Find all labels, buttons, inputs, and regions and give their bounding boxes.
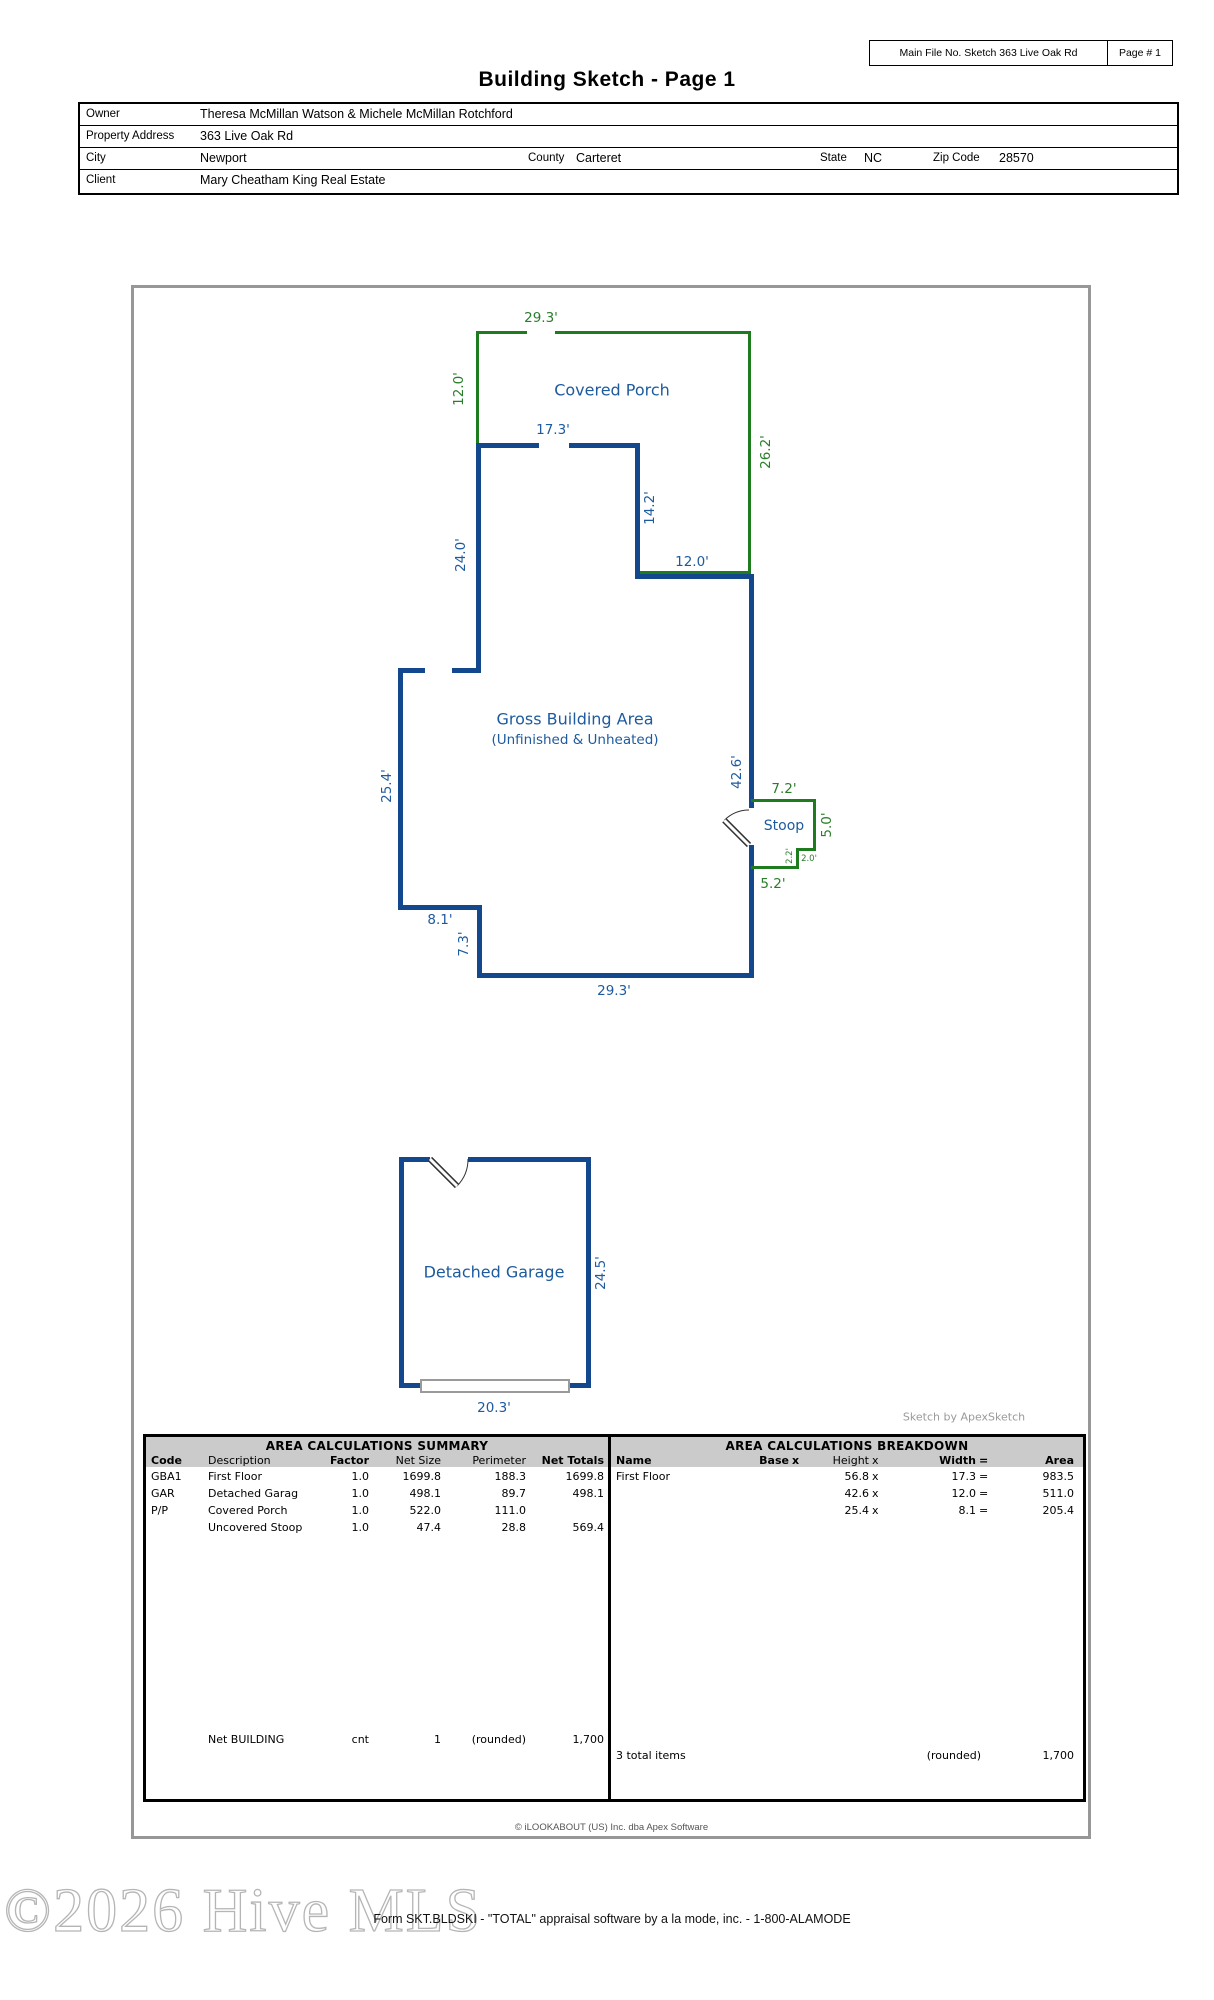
dim-stoop-right: 5.0' [819,812,835,838]
summary-total-cnt: 1 [434,1733,441,1746]
dim-porch-right: 26.2' [758,435,774,469]
summary-cell: Covered Porch [208,1504,288,1517]
porch-label: Covered Porch [554,380,670,400]
breakdown-col-area: Area [1045,1454,1074,1467]
garage-label: Detached Garage [423,1262,565,1282]
breakdown-col-eq: = [979,1454,989,1467]
garage-wall-left [399,1157,404,1388]
summary-cell: 1699.8 [402,1470,441,1483]
owner-row [80,104,1177,126]
city-value: Newport [200,151,247,165]
dim-porch-bottom: 12.0' [675,554,709,570]
summary-cell: 1699.8 [565,1470,604,1483]
building-wall-8-1 [398,905,482,910]
city-row [80,148,1177,170]
breakdown-col-base: Base [759,1454,789,1467]
dim-building-25-4: 25.4' [379,769,395,803]
summary-total-rounded: (rounded) [471,1733,526,1746]
summary-cell: 89.7 [501,1487,526,1500]
breakdown-total-value: 1,700 [1042,1749,1074,1762]
page-title: Building Sketch - Page 1 [478,68,736,91]
garage-door-swing-icon [425,1152,475,1202]
address-row [80,126,1177,148]
stoop-wall-top [751,799,816,802]
summary-col-description: Description [208,1454,271,1467]
breakdown-total-rounded: (rounded) [926,1749,981,1762]
area-calc-summary-table [146,1437,611,1799]
apexsketch-credit: Sketch by ApexSketch [902,1410,1026,1424]
building-wall-right-lower [749,845,754,978]
dim-building-14-2: 14.2' [642,491,658,525]
page-number: Page # 1 [1118,47,1162,59]
dim-building-7-3: 7.3' [456,931,472,957]
area-calc-breakdown-table [611,1437,1083,1799]
breakdown-cell: = [979,1470,989,1483]
address-label: Property Address [86,130,175,142]
summary-cell: 498.1 [409,1487,441,1500]
summary-cell: 47.4 [416,1521,441,1534]
main-file-number: Main File No. Sketch 363 Live Oak Rd [870,41,1108,65]
breakdown-cell: = [979,1487,989,1500]
dim-building-17-3: 17.3' [536,422,570,438]
garage-wall-right [586,1157,591,1388]
dim-building-24-0: 24.0' [453,538,469,572]
breakdown-cell: 8.1 [958,1504,976,1517]
summary-cell: 1.0 [351,1470,369,1483]
building-wall-left-upper [476,443,481,673]
breakdown-cell: 205.4 [1042,1504,1074,1517]
breakdown-cell: First Floor [616,1470,671,1483]
summary-col-code: Code [151,1454,182,1467]
client-value: Mary Cheatham King Real Estate [200,173,386,187]
porch-wall-right [748,331,751,577]
building-step-right-segment [452,668,481,673]
building-wall-7-3 [477,905,482,978]
breakdown-cell: 25.4 [844,1504,869,1517]
client-label: Client [86,174,116,186]
summary-cell: Detached Garag [208,1487,299,1500]
porch-wall-left [476,331,479,443]
garage-door [420,1379,570,1393]
breakdown-cell: 12.0 [951,1487,976,1500]
stoop-wall-bottom [751,866,799,869]
summary-cell: 1.0 [351,1487,369,1500]
owner-value: Theresa McMillan Watson & Michele McMillan Rotchford [200,107,513,121]
dim-porch-top: 29.3' [524,310,558,326]
building-wall-mid-horizontal [635,574,754,579]
city-label: City [86,152,106,164]
dim-stoop-top: 7.2' [771,781,797,797]
summary-col-factor: Factor [329,1454,369,1467]
county-value: Carteret [576,151,622,165]
dim-building-bottom: 29.3' [597,983,631,999]
dim-porch-left: 12.0' [451,372,467,406]
summary-cell: 1.0 [351,1521,369,1534]
file-number-box [869,40,1173,66]
dim-garage-right: 24.5' [593,1256,609,1290]
property-info-table [78,102,1179,195]
dim-building-8-1: 8.1' [427,912,453,928]
dim-building-42-6: 42.6' [729,755,745,789]
dim-stoop-notch-h: 2.0' [801,854,817,864]
breakdown-cell: = [979,1504,989,1517]
building-wall-inner-vertical [635,443,640,577]
building-wall-top-right [569,443,640,448]
breakdown-cell: x [872,1470,879,1483]
breakdown-col-name: Name [616,1454,652,1467]
building-wall-right-upper [749,574,754,808]
breakdown-cell: 511.0 [1042,1487,1074,1500]
breakdown-cell: 42.6 [844,1487,869,1500]
summary-total-cnt-label: cnt [351,1733,369,1746]
porch-wall-top-left [476,331,527,334]
dim-garage-bottom: 20.3' [477,1400,511,1416]
apex-copyright: © iLOOKABOUT (US) Inc. dba Apex Software [514,1822,709,1833]
county-label: County [528,152,565,164]
summary-cell: 569.4 [572,1521,604,1534]
client-row [80,170,1177,191]
zip-label: Zip Code [933,152,980,164]
breakdown-col-height: Height [832,1454,869,1467]
breakdown-cell: x [872,1487,879,1500]
area-calculations-box [143,1434,1086,1802]
building-label-line2: (Unfinished & Unheated) [491,732,659,748]
breakdown-cell: 56.8 [844,1470,869,1483]
building-wall-top-left [476,443,539,448]
stoop-notch-horizontal [796,848,816,851]
summary-cell: GBA1 [151,1470,182,1483]
zip-value: 28570 [999,151,1034,165]
stoop-label: Stoop [763,818,805,834]
stoop-door-swing-icon [700,793,754,851]
summary-total-label: Net BUILDING [208,1733,285,1746]
summary-cell: 111.0 [494,1504,526,1517]
breakdown-cell: 983.5 [1042,1470,1074,1483]
summary-title: AREA CALCULATIONS SUMMARY [265,1439,489,1453]
summary-cell: 188.3 [494,1470,526,1483]
summary-cell: First Floor [208,1470,263,1483]
stoop-wall-right [813,799,816,851]
breakdown-col-x1: x [792,1454,800,1467]
summary-cell: 28.8 [501,1521,526,1534]
summary-col-perimeter: Perimeter [472,1454,526,1467]
summary-col-nettotals: Net Totals [541,1454,604,1467]
building-wall-bottom [477,973,754,978]
summary-cell: 522.0 [409,1504,441,1517]
dim-stoop-bottom: 5.2' [760,876,786,892]
dim-stoop-notch-v: 2.2' [785,848,795,864]
breakdown-cell: 17.3 [951,1470,976,1483]
garage-wall-top-right [468,1157,591,1162]
state-label: State [820,152,847,164]
summary-cell: P/P [151,1504,168,1517]
porch-wall-top-right [555,331,751,334]
summary-cell: GAR [151,1487,175,1500]
breakdown-col-width: Width [939,1454,976,1467]
address-value: 363 Live Oak Rd [200,129,294,143]
building-label-line1: Gross Building Area [496,709,654,729]
state-value: NC [864,151,883,165]
summary-total-value: 1,700 [572,1733,604,1746]
summary-cell: 498.1 [572,1487,604,1500]
owner-label: Owner [86,108,120,120]
mls-watermark: ©2026 Hive MLS [4,1877,483,1945]
breakdown-title: AREA CALCULATIONS BREAKDOWN [725,1439,969,1453]
breakdown-cell: x [872,1504,879,1517]
form-footer: Form SKT.BLDSKI - "TOTAL" appraisal software by a la mode, inc. - 1-800-ALAMODE [373,1912,851,1926]
summary-col-netsize: Net Size [395,1454,441,1467]
summary-cell: 1.0 [351,1504,369,1517]
summary-cell: Uncovered Stoop [208,1521,303,1534]
breakdown-col-x2: x [872,1454,879,1467]
building-wall-left-lower [398,668,403,910]
breakdown-total-label: 3 total items [616,1749,686,1762]
